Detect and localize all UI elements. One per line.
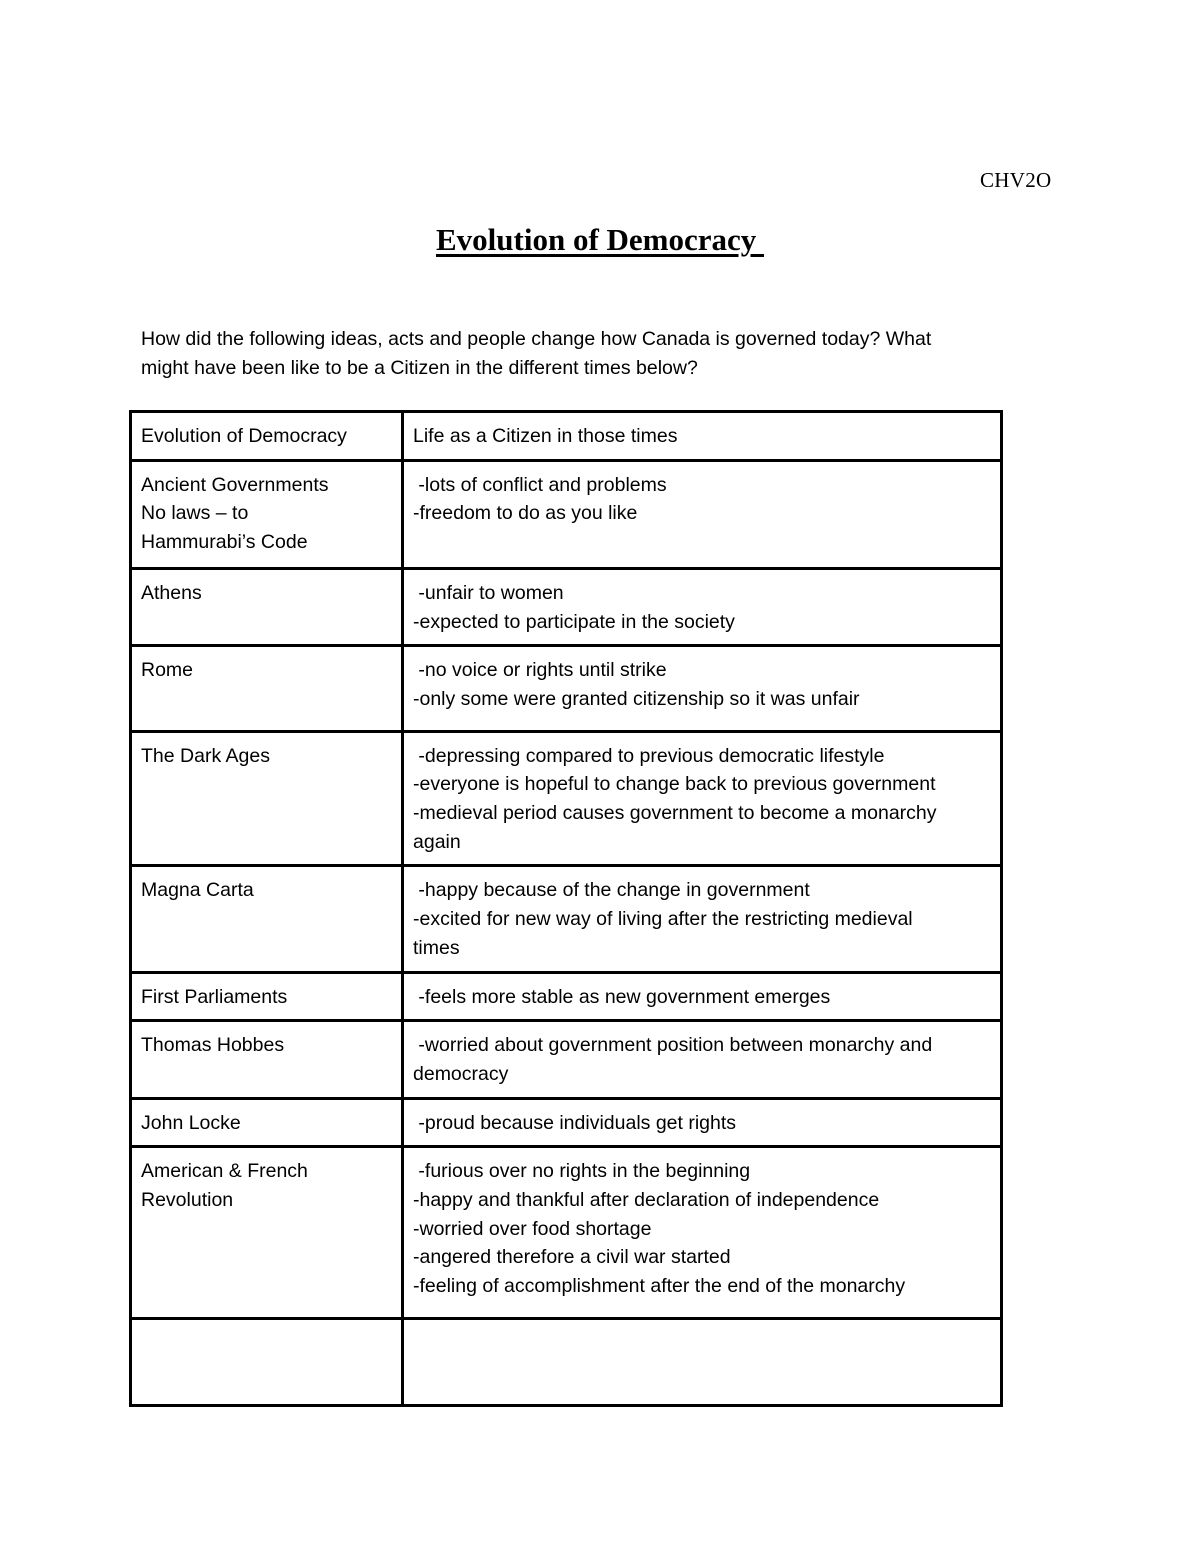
intro-question	[141, 325, 1041, 383]
topic-line: First Parliaments	[141, 985, 288, 1008]
life-line: times	[413, 936, 460, 959]
life-cell	[403, 972, 1002, 1021]
life-cell	[403, 731, 1002, 866]
topic-cell	[131, 866, 403, 972]
life-line: -proud because individuals get rights	[413, 1111, 737, 1134]
header-cell-topic: Evolution of Democracy	[131, 412, 403, 461]
topic-cell	[131, 1021, 403, 1098]
topic-line: Thomas Hobbes	[141, 1034, 285, 1057]
life-cell	[403, 1318, 1002, 1405]
life-cell	[403, 1147, 1002, 1319]
topic-line: Rome	[141, 659, 194, 682]
life-line: -worried about government position between monarchy and	[413, 1034, 933, 1057]
topic-line: Athens	[141, 581, 202, 604]
table-row	[131, 1147, 1002, 1319]
life-cell	[403, 866, 1002, 972]
life-line: -only some were granted citizenship so it was unfair	[413, 687, 860, 710]
life-cell	[403, 1021, 1002, 1098]
topic-cell	[131, 731, 403, 866]
life-cell	[403, 646, 1002, 731]
table-row	[131, 866, 1002, 972]
topic-line: Ancient Governments	[141, 473, 329, 496]
life-line: -happy and thankful after declaration of independence	[413, 1189, 880, 1212]
topic-line: American & French	[141, 1160, 308, 1183]
life-line: -unfair to women	[413, 581, 564, 604]
table-header-row	[131, 412, 1002, 461]
course-code: CHV2O	[980, 168, 1052, 192]
topic-cell	[131, 460, 403, 568]
life-line: -feels more stable as new government emerges	[413, 985, 831, 1008]
table-row	[131, 972, 1002, 1021]
table-row	[131, 568, 1002, 645]
democracy-table	[129, 410, 1003, 1407]
topic-cell	[131, 1147, 403, 1319]
life-line: -freedom to do as you like	[413, 502, 638, 525]
life-line: again	[413, 830, 461, 853]
table-row	[131, 460, 1002, 568]
page-title	[0, 222, 1200, 258]
topic-line: John Locke	[141, 1111, 241, 1134]
life-line: -depressing compared to previous democratic lifestyle	[413, 744, 885, 767]
table-row	[131, 731, 1002, 866]
life-line: -excited for new way of living after the restricting medieval	[413, 908, 913, 931]
header-cell-life: Life as a Citizen in those times	[403, 412, 1002, 461]
life-line: -no voice or rights until strike	[413, 659, 667, 682]
life-cell	[403, 568, 1002, 645]
life-cell	[403, 460, 1002, 568]
topic-cell	[131, 1098, 403, 1147]
table-row	[131, 1098, 1002, 1147]
table-body	[131, 412, 1002, 1406]
topic-cell	[131, 1318, 403, 1405]
life-line: -happy because of the change in government	[413, 879, 810, 902]
life-line: -worried over food shortage	[413, 1217, 652, 1240]
life-line: -lots of conflict and problems	[413, 473, 667, 496]
topic-line: Revolution	[141, 1189, 234, 1212]
life-line: -everyone is hopeful to change back to previous government	[413, 773, 936, 796]
topic-line: Magna Carta	[141, 879, 254, 902]
topic-line: The Dark Ages	[141, 744, 270, 767]
life-line: -medieval period causes government to become a monarchy	[413, 802, 937, 825]
topic-cell	[131, 568, 403, 645]
table-row	[131, 646, 1002, 731]
topic-cell	[131, 646, 403, 731]
intro-line: might have been like to be a Citizen in the different times below?	[141, 357, 698, 379]
page-title-text: Evolution of Democracy	[435, 222, 765, 257]
intro-line: How did the following ideas, acts and people change how Canada is governed today? What	[141, 328, 932, 350]
topic-line: Hammurabi’s Code	[141, 531, 308, 554]
topic-cell	[131, 972, 403, 1021]
table-row	[131, 1318, 1002, 1405]
topic-line: No laws – to	[141, 502, 249, 525]
life-cell	[403, 1098, 1002, 1147]
life-line: -feeling of accomplishment after the end of the monarchy	[413, 1275, 906, 1298]
life-line: -angered therefore a civil war started	[413, 1246, 731, 1269]
table-row	[131, 1021, 1002, 1098]
life-line: -furious over no rights in the beginning	[413, 1160, 751, 1183]
life-line: democracy	[413, 1062, 509, 1085]
life-line: -expected to participate in the society	[413, 610, 735, 633]
